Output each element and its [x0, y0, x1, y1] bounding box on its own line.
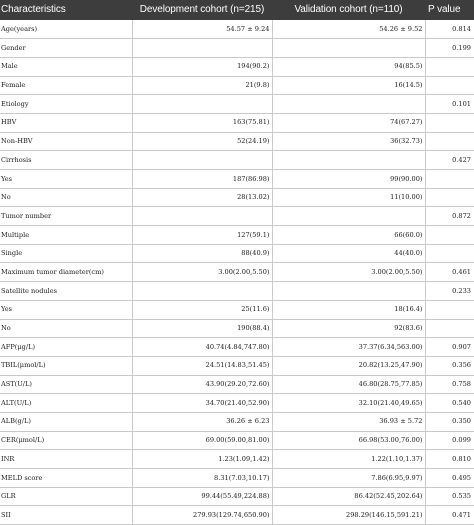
table-row	[0, 20, 474, 39]
p-value: 0.233	[452, 286, 471, 295]
development-value	[132, 207, 272, 226]
p-value: 0.199	[452, 43, 471, 52]
row-label: Single	[0, 244, 132, 263]
development-value: 28(13.02)	[132, 188, 272, 207]
p-value: 0.758	[452, 380, 471, 389]
validation-value: 36(32.73)	[272, 132, 425, 151]
row-label: GLR	[0, 487, 132, 506]
validation-value	[272, 95, 425, 114]
p-value: 0.427	[452, 155, 471, 164]
row-label: Satellite nodules	[0, 282, 132, 301]
p-value: 0.356	[452, 361, 471, 370]
table-row	[0, 76, 474, 95]
row-label: Gender	[0, 39, 132, 58]
development-value: 163(75.81)	[132, 113, 272, 132]
validation-value: 16(14.5)	[272, 76, 425, 95]
row-label: Non-HBV	[0, 132, 132, 151]
p-value: 0.495	[452, 473, 471, 482]
development-value: 8.31(7.03,10.17)	[132, 469, 272, 488]
development-value: 187(86.98)	[132, 170, 272, 189]
validation-value: 92(83.6)	[272, 319, 425, 338]
table-row	[0, 375, 474, 394]
header-characteristics: Characteristics	[0, 0, 132, 20]
table-row	[0, 356, 474, 375]
table-row	[0, 469, 474, 488]
p-value: 0.099	[452, 436, 471, 445]
development-value: 25(11.6)	[132, 300, 272, 319]
development-value	[132, 95, 272, 114]
p-value	[425, 226, 474, 245]
p-value: 0.350	[452, 417, 471, 426]
table-row	[0, 151, 474, 170]
development-value: 34.70(21.40,52.90)	[132, 394, 272, 413]
development-value: 194(90.2)	[132, 57, 272, 76]
development-value	[132, 151, 272, 170]
table-row	[0, 113, 474, 132]
table-row	[0, 207, 474, 226]
row-label: Yes	[0, 170, 132, 189]
validation-value: 99(90.00)	[272, 170, 425, 189]
validation-value	[272, 282, 425, 301]
header-p-value: P value	[425, 0, 474, 20]
development-value: 3.00(2.00,5.50)	[132, 263, 272, 282]
p-value: 0.810	[452, 454, 471, 463]
validation-value: 94(85.5)	[272, 57, 425, 76]
table-row	[0, 226, 474, 245]
table-row	[0, 95, 474, 114]
row-label: Etiology	[0, 95, 132, 114]
row-label: Multiple	[0, 226, 132, 245]
row-label: Female	[0, 76, 132, 95]
p-value	[425, 300, 474, 319]
table-row	[0, 487, 474, 506]
development-value	[132, 282, 272, 301]
row-label: ALB(g/L)	[0, 412, 132, 431]
p-value: 0.907	[452, 342, 471, 351]
row-label: Male	[0, 57, 132, 76]
development-value: 99.44(55.49,224.88)	[132, 487, 272, 506]
table-row	[0, 263, 474, 282]
validation-value	[272, 207, 425, 226]
p-value	[425, 76, 474, 95]
p-value: 0.540	[452, 398, 471, 407]
p-value: 0.814	[452, 24, 471, 33]
development-value: 127(59.1)	[132, 226, 272, 245]
validation-value: 54.26 ± 9.52	[272, 20, 425, 39]
p-value	[425, 170, 474, 189]
validation-value: 20.82(13.25,47.90)	[272, 356, 425, 375]
row-label: MELD score	[0, 469, 132, 488]
validation-value: 3.00(2.00,5.50)	[272, 263, 425, 282]
p-value	[425, 113, 474, 132]
row-label: Age(years)	[0, 20, 132, 39]
validation-value: 1.22(1.10,1.37)	[272, 450, 425, 469]
validation-value: 44(40.0)	[272, 244, 425, 263]
development-value: 36.26 ± 6.23	[132, 412, 272, 431]
table-header	[0, 0, 474, 20]
row-label: AST(U/L)	[0, 375, 132, 394]
row-label: INR	[0, 450, 132, 469]
p-value	[425, 132, 474, 151]
table-row	[0, 244, 474, 263]
development-value: 40.74(4.84,747.80)	[132, 338, 272, 357]
validation-value	[272, 39, 425, 58]
validation-value: 7.86(6.95,9.97)	[272, 469, 425, 488]
development-value: 54.57 ± 9.24	[132, 20, 272, 39]
p-value	[425, 188, 474, 207]
table-row	[0, 57, 474, 76]
row-label: CER(μmol/L)	[0, 431, 132, 450]
p-value: 0.535	[452, 492, 471, 501]
row-label: SII	[0, 506, 132, 525]
header-validation-cohort: Validation cohort (n=110)	[272, 0, 425, 20]
validation-value: 46.80(28.75,77.85)	[272, 375, 425, 394]
header-row	[0, 0, 474, 20]
validation-value: 86.42(52.45,202.64)	[272, 487, 425, 506]
p-value: 0.461	[452, 267, 471, 276]
validation-value: 11(10.00)	[272, 188, 425, 207]
validation-value: 74(67.27)	[272, 113, 425, 132]
development-value: 21(9.8)	[132, 76, 272, 95]
table-row	[0, 412, 474, 431]
validation-value: 66(60.0)	[272, 226, 425, 245]
row-label: HBV	[0, 113, 132, 132]
row-label: Cirrhosis	[0, 151, 132, 170]
development-value: 43.90(29.20,72.60)	[132, 375, 272, 394]
table-row	[0, 132, 474, 151]
row-label: ALT(U/L)	[0, 394, 132, 413]
p-value	[425, 319, 474, 338]
development-value: 88(40.9)	[132, 244, 272, 263]
table-row	[0, 394, 474, 413]
validation-value: 36.93 ± 5.72	[272, 412, 425, 431]
row-label: Maximum tumor diameter(cm)	[0, 263, 132, 282]
table-body	[0, 20, 474, 525]
validation-value	[272, 151, 425, 170]
table-row	[0, 39, 474, 58]
row-label: Yes	[0, 300, 132, 319]
row-label: Tumor number	[0, 207, 132, 226]
development-value: 279.93(129.74,650.90)	[132, 506, 272, 525]
row-label: TBIL(μmol/L)	[0, 356, 132, 375]
p-value	[425, 244, 474, 263]
development-value: 52(24.19)	[132, 132, 272, 151]
validation-value: 66.98(53.00,76.00)	[272, 431, 425, 450]
table-row	[0, 431, 474, 450]
p-value: 0.872	[452, 211, 471, 220]
validation-value: 298.29(146.15,591.21)	[272, 506, 425, 525]
validation-value: 32.10(21.40,49.65)	[272, 394, 425, 413]
row-label: No	[0, 188, 132, 207]
table-row	[0, 506, 474, 525]
development-value	[132, 39, 272, 58]
development-value: 190(88.4)	[132, 319, 272, 338]
table-row	[0, 319, 474, 338]
development-value: 69.00(59.00,81.00)	[132, 431, 272, 450]
p-value	[425, 57, 474, 76]
table-row	[0, 188, 474, 207]
table-row	[0, 450, 474, 469]
table-row	[0, 338, 474, 357]
development-value: 1.23(1.09,1.42)	[132, 450, 272, 469]
table-row	[0, 170, 474, 189]
validation-value: 37.37(6.34,563.00)	[272, 338, 425, 357]
p-value: 0.471	[452, 510, 471, 519]
validation-value: 18(16.4)	[272, 300, 425, 319]
table-row	[0, 282, 474, 301]
p-value: 0.101	[452, 99, 471, 108]
development-value: 24.51(14.83,51.45)	[132, 356, 272, 375]
table-row	[0, 300, 474, 319]
row-label: AFP(μg/L)	[0, 338, 132, 357]
row-label: No	[0, 319, 132, 338]
header-development-cohort: Development cohort (n=215)	[132, 0, 272, 20]
